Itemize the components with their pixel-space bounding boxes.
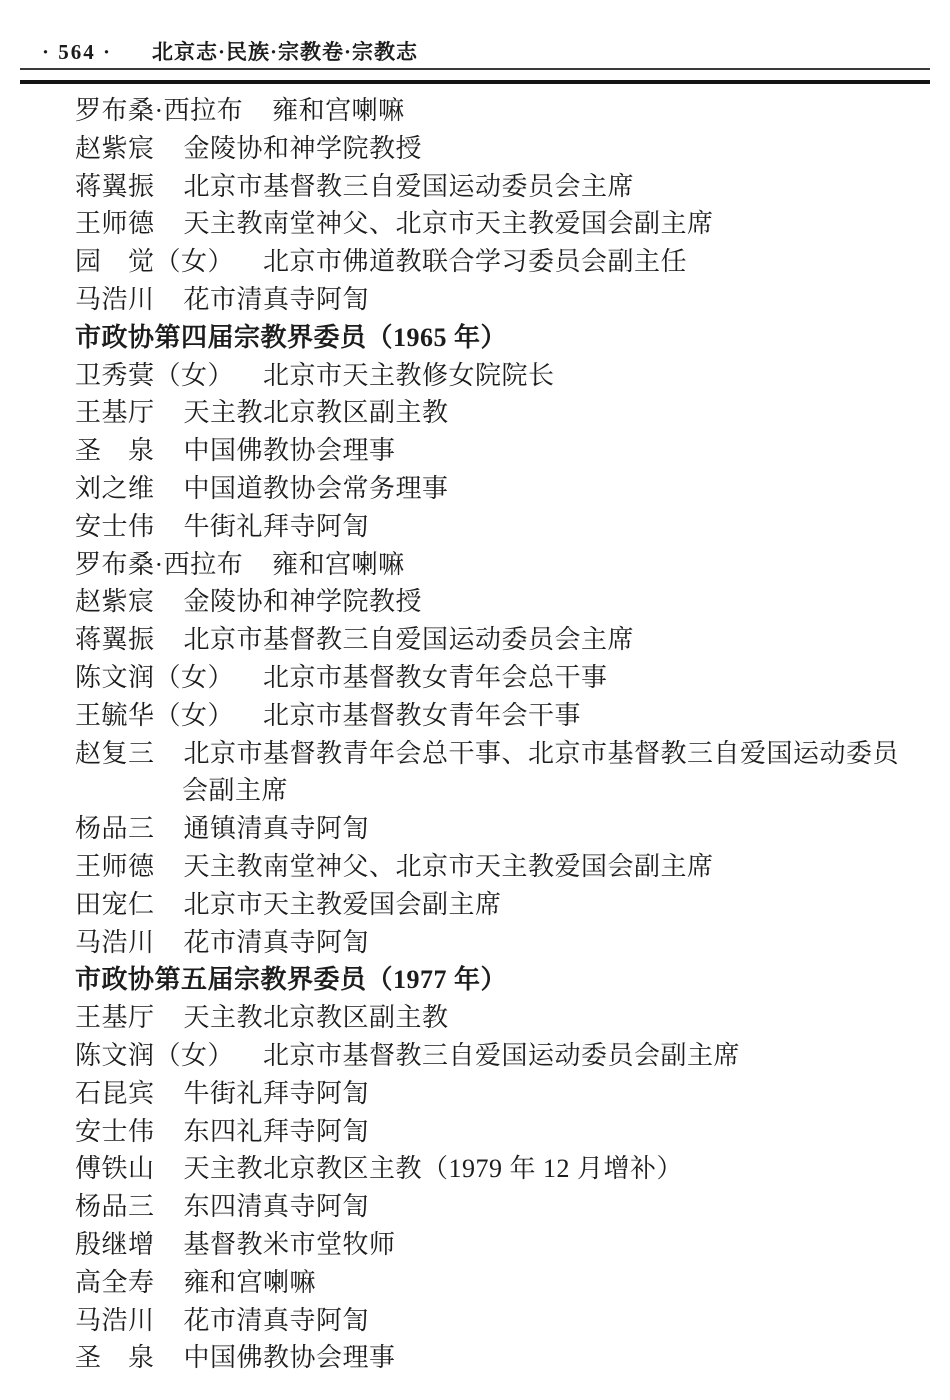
committee-member-row: [75, 886, 913, 924]
member-name: 刘之维: [75, 473, 155, 503]
committee-member-row: [75, 659, 913, 697]
member-title: 北京市基督教三自爱国运动委员会主席: [183, 171, 635, 201]
member-name: 安士伟: [75, 511, 155, 541]
member-name: 殷继增: [75, 1229, 155, 1259]
section-heading: 市政协第四届宗教界委员（1965 年）: [75, 322, 508, 352]
member-title: 北京市基督教三自爱国运动委员会副主席: [263, 1040, 741, 1070]
committee-member-row: [75, 848, 913, 886]
member-title: 北京市佛道教联合学习委员会副主任: [263, 247, 688, 277]
committee-member-row: [75, 432, 913, 470]
member-name: 陈文润（女）: [75, 662, 235, 692]
book-title: 北京志·民族·宗教卷·宗教志: [152, 40, 419, 64]
member-name: 罗布桑·西拉布: [75, 549, 244, 579]
member-title: 天主教南堂神父、北京市天主教爱国会副主席: [183, 851, 714, 881]
member-name: 蒋翼振: [75, 625, 155, 655]
member-title: 天主教北京教区主教（1979 年 12 月增补）: [183, 1154, 684, 1184]
member-title: 雍和宫喇嘛: [272, 96, 405, 125]
member-name: 马浩川: [75, 927, 155, 957]
member-name: 赵紫宸: [75, 133, 155, 163]
member-title: 天主教北京教区副主教: [183, 1003, 449, 1033]
committee-member-row: [75, 810, 913, 848]
member-name: 田宠仁: [75, 889, 155, 919]
committee-member-row: [75, 130, 913, 168]
committee-list: [75, 92, 913, 1377]
member-name: 马浩川: [75, 1305, 155, 1335]
member-title: 牛街礼拜寺阿訇: [183, 1078, 370, 1108]
member-name: 王毓华（女）: [75, 700, 235, 730]
member-name: 圣 泉: [75, 436, 155, 466]
committee-member-row: [75, 583, 913, 621]
committee-member-row: [75, 1339, 913, 1377]
page-number: · 564 ·: [42, 40, 113, 64]
member-title: 北京市基督教青年会总干事、北京市基督教三自爱国运动委员会副主席: [182, 738, 900, 806]
member-name: 圣 泉: [75, 1343, 155, 1373]
running-head: [42, 36, 918, 66]
committee-member-row: [75, 357, 913, 395]
member-name: 杨品三: [75, 814, 155, 844]
member-name: 陈文润（女）: [75, 1040, 235, 1070]
member-title: 北京市基督教女青年会干事: [263, 700, 582, 730]
header-divider-rule: [20, 68, 930, 84]
committee-member-row: [75, 1226, 913, 1264]
member-name: 王师德: [75, 209, 155, 239]
member-title: 金陵协和神学院教授: [183, 587, 423, 617]
committee-member-row: [75, 697, 913, 735]
member-title: 通镇清真寺阿訇: [183, 814, 370, 844]
member-name: 石昆宾: [75, 1078, 155, 1108]
member-title: 中国佛教协会理事: [183, 436, 396, 466]
member-title: 花市清真寺阿訇: [183, 284, 370, 314]
section-heading: 市政协第五届宗教界委员（1977 年）: [75, 965, 508, 995]
committee-member-row: [75, 1075, 913, 1113]
member-name: 傅铁山: [75, 1154, 155, 1184]
committee-member-row: [75, 470, 913, 508]
committee-member-row: [75, 546, 913, 584]
committee-member-row: [75, 1150, 913, 1188]
committee-member-row: [75, 1037, 913, 1075]
member-title: 花市清真寺阿訇: [183, 927, 370, 957]
member-name: 园 觉（女）: [75, 247, 235, 277]
member-title: 东四礼拜寺阿訇: [183, 1116, 370, 1146]
member-name: 赵紫宸: [75, 587, 155, 617]
member-title: 牛街礼拜寺阿訇: [183, 511, 370, 541]
member-name: 罗布桑·西拉布: [75, 96, 244, 125]
member-name: 王基厅: [75, 1003, 155, 1033]
member-name: 安士伟: [75, 1116, 155, 1146]
committee-member-row: [75, 281, 913, 319]
member-title: 天主教南堂神父、北京市天主教爱国会副主席: [183, 209, 714, 239]
member-title: 中国道教协会常务理事: [183, 473, 449, 503]
committee-member-row: [75, 168, 913, 206]
committee-member-row: [75, 394, 913, 432]
committee-member-row: [75, 508, 913, 546]
committee-member-row: [75, 243, 913, 281]
member-title: 北京市天主教修女院院长: [263, 360, 555, 390]
member-title: 中国佛教协会理事: [183, 1343, 396, 1373]
member-title: 基督教米市堂牧师: [183, 1229, 396, 1259]
member-title: 雍和宫喇嘛: [272, 549, 405, 579]
committee-member-row: [75, 205, 913, 243]
member-title: 北京市基督教三自爱国运动委员会主席: [183, 625, 635, 655]
committee-member-row: [75, 92, 913, 130]
committee-member-row: [75, 1302, 913, 1340]
member-name: 赵复三: [75, 738, 155, 768]
member-title: 金陵协和神学院教授: [183, 133, 423, 163]
member-name: 王师德: [75, 851, 155, 881]
member-title: 北京市基督教女青年会总干事: [263, 662, 608, 692]
committee-member-row: [75, 1264, 913, 1302]
committee-member-row: [75, 1113, 913, 1151]
member-name: 马浩川: [75, 284, 155, 314]
committee-member-row: [75, 621, 913, 659]
member-name: 卫秀蓂（女）: [75, 360, 235, 390]
member-title: 东四清真寺阿訇: [183, 1192, 370, 1222]
committee-member-row: [75, 735, 913, 811]
member-title: 天主教北京教区副主教: [183, 398, 449, 428]
member-name: 蒋翼振: [75, 171, 155, 201]
member-title: 雍和宫喇嘛: [183, 1267, 317, 1297]
member-name: 杨品三: [75, 1192, 155, 1222]
member-name: 王基厅: [75, 398, 155, 428]
member-title: 北京市天主教爱国会副主席: [183, 889, 502, 919]
member-title: 花市清真寺阿訇: [183, 1305, 370, 1335]
committee-member-row: [75, 1188, 913, 1226]
committee-member-row: [75, 999, 913, 1037]
member-name: 高全寿: [75, 1267, 155, 1297]
committee-member-row: [75, 924, 913, 962]
